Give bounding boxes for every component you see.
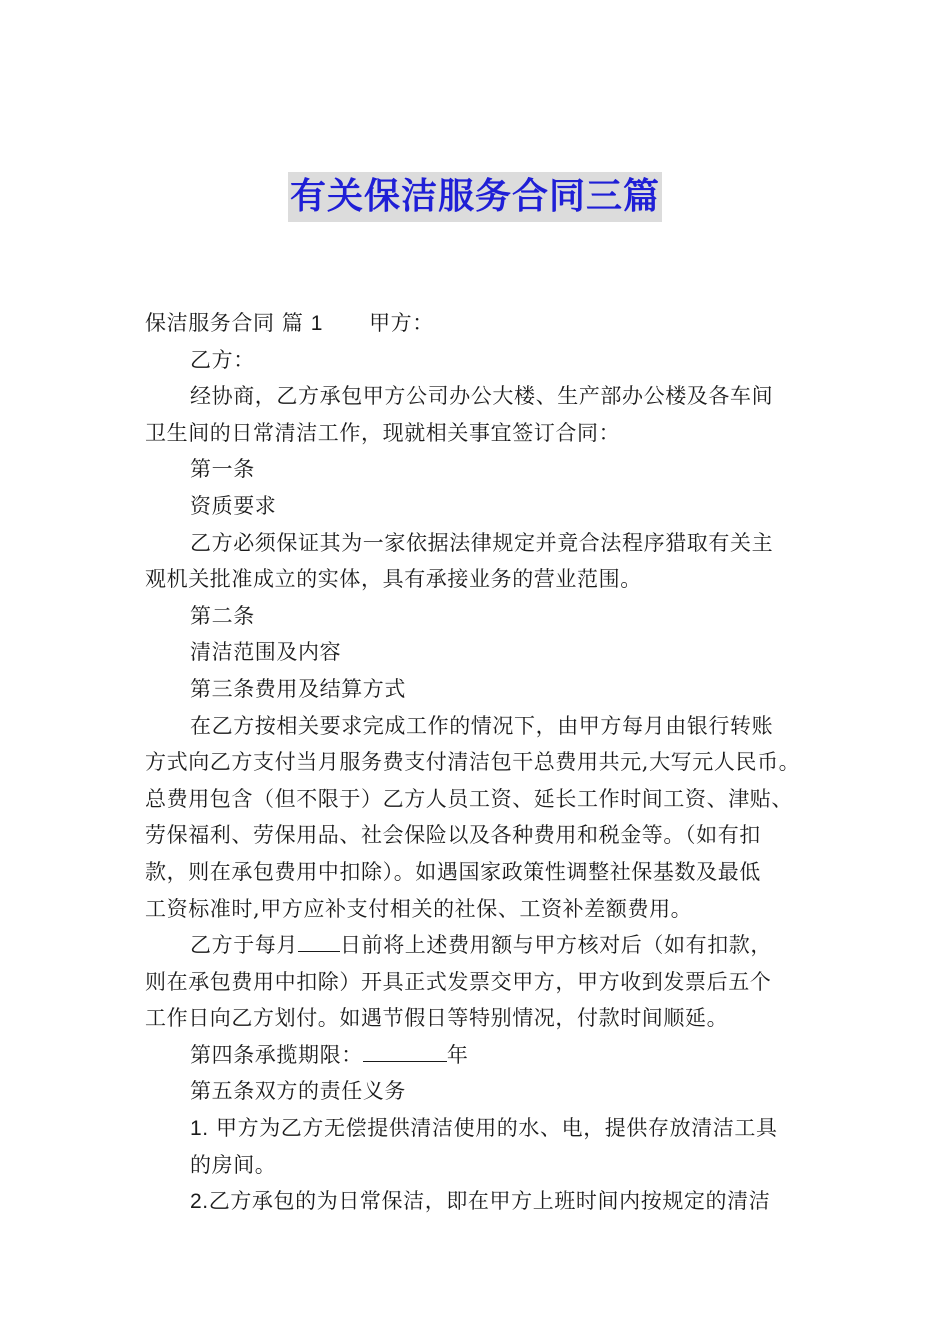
item1-number: 1. bbox=[190, 1117, 209, 1141]
payment-day-blank bbox=[298, 929, 340, 952]
intro-line-2: 卫生间的日常清洁工作，现就相关事宜签订合同： bbox=[145, 420, 621, 445]
party-a-label: 甲方： bbox=[369, 311, 434, 335]
article5-title: 第五条双方的责任义务 bbox=[190, 1079, 406, 1104]
section-piece: 篇 bbox=[281, 311, 304, 335]
article5-item2-line-1 bbox=[145, 1183, 815, 1220]
article3-para2-line-2: 则在承包费用中扣除）开具正式发票交甲方，甲方收到发票后五个 bbox=[145, 969, 772, 994]
article4-term bbox=[145, 1037, 815, 1074]
intro-line-1: 经协商，乙方承包甲方公司办公大楼、生产部办公楼及各车间 bbox=[190, 384, 774, 409]
term-years-blank bbox=[363, 1039, 447, 1062]
article3-para1-line-5: 款，则在承包费用中扣除）。如遇国家政策性调整社保基数及最低 bbox=[145, 859, 761, 884]
section-name: 保洁服务合同 bbox=[145, 311, 275, 335]
payment-day-after: 日前将上述费用额与甲方核对后（如有扣款， bbox=[340, 933, 772, 958]
article5-item1-line-1 bbox=[145, 1110, 815, 1147]
title-wrap bbox=[0, 172, 950, 222]
article4-label: 第四条承揽期限： bbox=[190, 1042, 363, 1067]
article4-unit: 年 bbox=[446, 1042, 469, 1067]
article1-text-1: 乙方必须保证其为一家依据法律规定并竟合法程序猎取有关主 bbox=[190, 530, 774, 555]
contract-heading bbox=[145, 305, 815, 342]
article3-para2-line-3: 工作日向乙方划付。如遇节假日等特别情况，付款时间顺延。 bbox=[145, 1006, 729, 1031]
article1-label: 第一条 bbox=[190, 457, 255, 482]
article3-para1-line-3: 总费用包含（但不限于）乙方人员工资、延长工作时间工资、津贴、 bbox=[145, 786, 793, 811]
document-title: 有关保洁服务合同三篇 bbox=[288, 172, 662, 222]
article3-para2-line-1 bbox=[145, 927, 815, 964]
article3-para1-line-1: 在乙方按相关要求完成工作的情况下，由甲方每月由银行转账 bbox=[190, 713, 774, 738]
article5-item1-line-2: 的房间。 bbox=[190, 1152, 277, 1177]
article3-para1-line-2: 方式向乙方支付当月服务费支付清洁包干总费用共元,大写元人民币。 bbox=[145, 750, 801, 775]
section-number: 1 bbox=[310, 312, 324, 335]
article3-title: 第三条费用及结算方式 bbox=[190, 676, 406, 701]
article1-title: 资质要求 bbox=[190, 493, 277, 518]
item2-text: 乙方承包的为日常保洁，即在甲方上班时间内按规定的清洁 bbox=[208, 1189, 771, 1214]
contract-body bbox=[145, 305, 815, 1220]
article1-text-2: 观机关批准成立的实体，具有承接业务的营业范围。 bbox=[145, 567, 642, 592]
item1-text: 甲方为乙方无偿提供清洁使用的水、电，提供存放清洁工具 bbox=[216, 1116, 778, 1141]
item2-number: 2. bbox=[190, 1190, 209, 1214]
article2-label: 第二条 bbox=[190, 603, 255, 628]
article3-para1-line-4: 劳保福利、劳保用品、社会保险以及各种费用和税金等。（如有扣 bbox=[145, 823, 761, 848]
party-b-label: 乙方： bbox=[190, 347, 255, 372]
article3-para1-line-6: 工资标准时,甲方应补支付相关的社保、工资补差额费用。 bbox=[145, 896, 693, 921]
payment-day-before: 乙方于每月 bbox=[190, 933, 298, 958]
article2-title: 清洁范围及内容 bbox=[190, 640, 342, 665]
